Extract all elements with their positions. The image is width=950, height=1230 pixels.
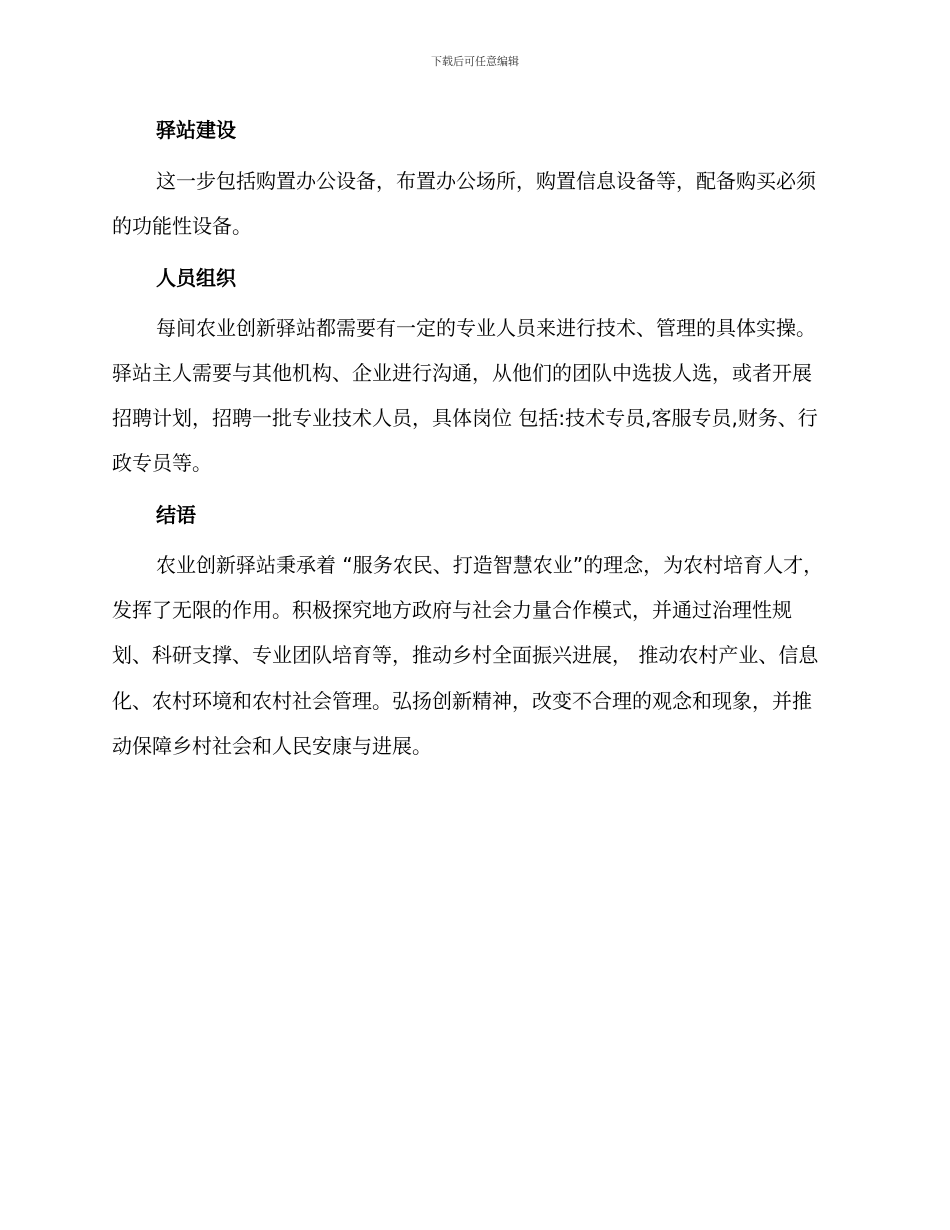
document-body xyxy=(112,113,830,769)
page-header: 下载后可任意编辑 xyxy=(431,55,519,68)
section-paragraph-staff-organization: 每间农业创新驿站都需要有一定的专业人员来进行技术、管理的具体实操。驿站主人需要与其他机构、企业进行沟通，从他们的团队中选拔人选，或者开展招聘计划，招聘一批专业技术人员，具体岗位 包括:技术专员,客服专员,财务、行政专员等。 xyxy=(112,315,818,476)
section-heading-staff-organization: 人员组织 xyxy=(156,265,236,290)
section-paragraph-station-construction: 这一步包括购置办公设备，布置办公场所，购置信息设备等，配备购买必须的功能性设备。 xyxy=(112,169,816,239)
section-paragraph-conclusion: 农业创新驿站秉承着 “服务农民、打造智慧农业”的理念，为农村培育人才，发挥了无限的作用。积极探究地方政府与社会力量合作模式，并通过治理性规划、科研支撑、专业团队培育等，推动乡村全面振兴进展， 推动农村产业、信息化、农村环境和农村社会管理。弘扬创新精神，改变不合理的观念和现象，并推动保障乡村社会和人民安康与进展。 xyxy=(112,552,824,758)
section-heading-station-construction: 驿站建设 xyxy=(156,118,236,142)
section-heading-conclusion: 结语 xyxy=(156,502,196,527)
